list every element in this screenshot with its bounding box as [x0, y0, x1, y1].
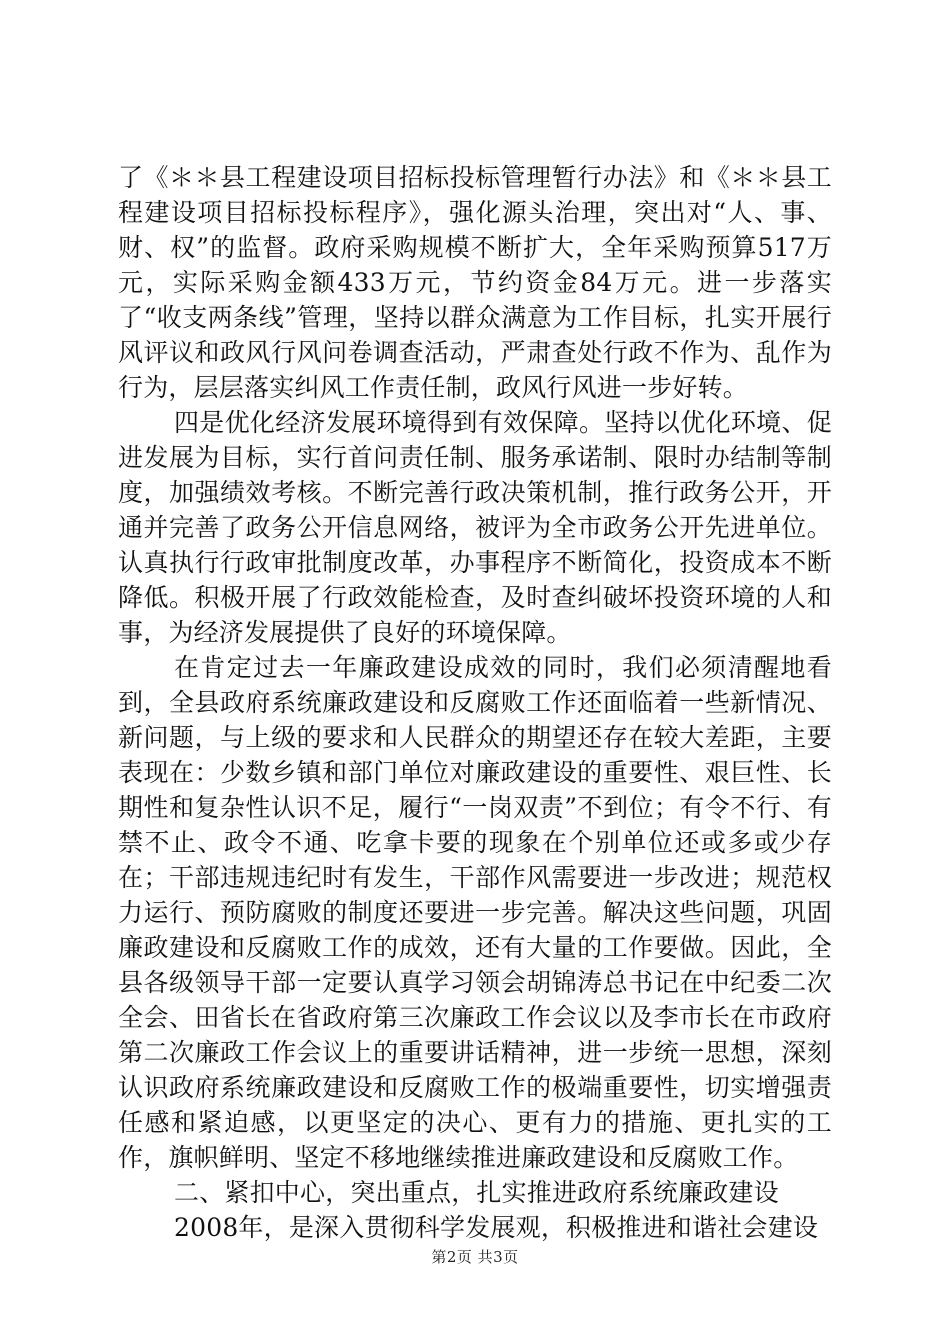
page-footer: 第2页 共3页 [431, 1248, 519, 1266]
section-heading: 二、紧扣中心，突出重点，扎实推进政府系统廉政建设 [174, 1178, 779, 1207]
closing-line: 2008年，是深入贯彻科学发展观，积极推进和谐社会建设 [174, 1213, 819, 1242]
document-body [118, 160, 832, 1245]
paragraph-environment: 四是优化经济发展环境得到有效保障。坚持以优化环境、促进发展为目标，实行首问责任制、服务承诺制、限时办结制等制度，加强绩效考核。不断完善行政决策机制，推行政务公开，开通并完善了政务公开信息网络，被评为全市政务公开先进单位。认真执行行政审批制度改革，办事程序不断简化，投资成本不断降低。积极开展了行政效能检查，及时查纠破坏投资环境的人和事，为经济发展提供了良好的环境保障。 [118, 408, 832, 647]
paragraph-procurement: 了《＊＊县工程建设项目招标投标管理暂行办法》和《＊＊县工程建设项目招标投标程序》，强化源头治理，突出对“人、事、财、权”的监督。政府采购规模不断扩大，全年采购预算517万元，实际采购金额433万元，节约资金84万元。进一步落实了“收支两条线”管理，坚持以群众满意为工作目标，扎实开展行风评议和政风行风问卷调查活动，严肃查处行政不作为、乱作为行为，层层落实纠风工作责任制，政风行风进一步好转。 [118, 163, 832, 402]
paragraph-problems: 在肯定过去一年廉政建设成效的同时，我们必须清醒地看到，全县政府系统廉政建设和反腐败工作还面临着一些新情况、新问题，与上级的要求和人民群众的期望还存在较大差距，主要表现在：少数乡镇和部门单位对廉政建设的重要性、艰巨性、长期性和复杂性认识不足，履行“一岗双责”不到位；有令不行、有禁不止、政令不通、吃拿卡要的现象在个别单位还或多或少存在；干部违规违纪时有发生，干部作风需要进一步改进；规范权力运行、预防腐败的制度还要进一步完善。解决这些问题，巩固廉政建设和反腐败工作的成效，还有大量的工作要做。因此，全县各级领导干部一定要认真学习领会胡锦涛总书记在中纪委二次全会、田省长在省政府第三次廉政工作会议以及李市长在市政府第二次廉政工作会议上的重要讲话精神，进一步统一思想，深刻认识政府系统廉政建设和反腐败工作的极端重要性，切实增强责任感和紧迫感，以更坚定的决心、更有力的措施、更扎实的工作，旗帜鲜明、坚定不移地继续推进廉政建设和反腐败工作。 [118, 653, 832, 1172]
